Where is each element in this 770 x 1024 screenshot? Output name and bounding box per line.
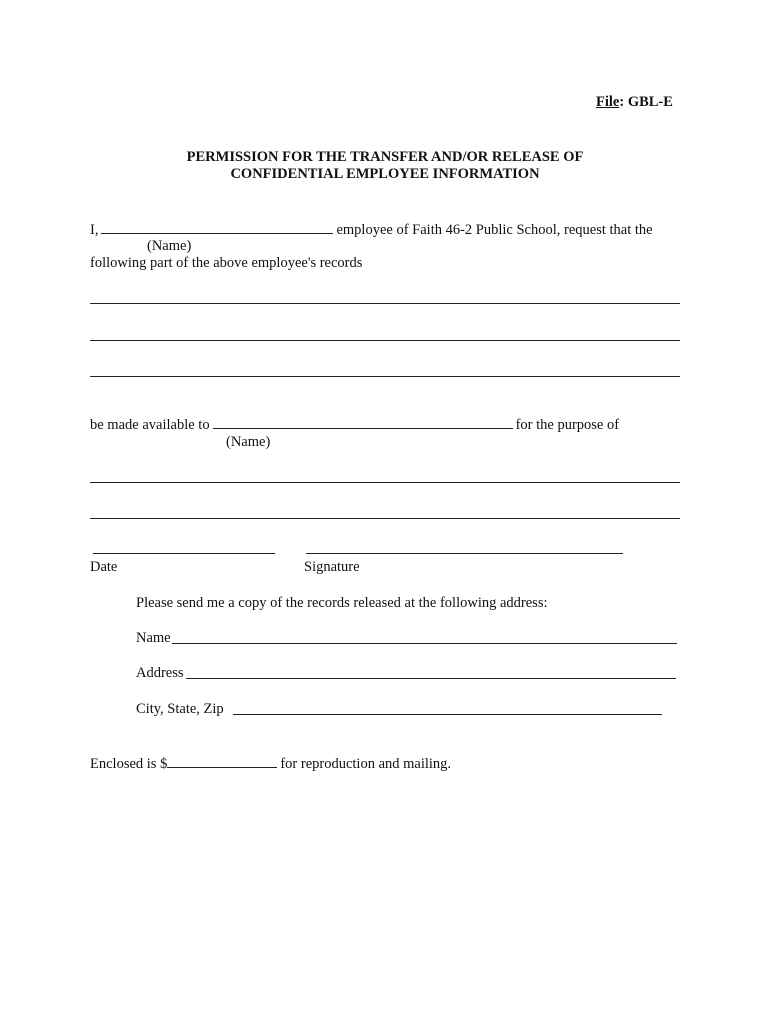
date-field[interactable]: [93, 553, 275, 554]
enclosed-amount-field[interactable]: [167, 754, 277, 768]
enclosed-line: [90, 754, 451, 773]
form-title-line-2: CONFIDENTIAL EMPLOYEE INFORMATION: [230, 166, 540, 182]
records-line: following part of the above employee's records: [90, 255, 363, 271]
form-title-line-1: PERMISSION FOR THE TRANSFER AND/OR RELEASE OF: [186, 149, 584, 165]
recipient-name-caption: (Name): [226, 434, 271, 450]
release-suffix: for the purpose of: [515, 417, 620, 433]
records-field-line-3[interactable]: [90, 376, 680, 377]
request-suffix: employee of Faith 46-2 Public School, request that the: [336, 222, 653, 238]
release-line: [90, 415, 619, 434]
purpose-field-line-2[interactable]: [90, 518, 680, 519]
mail-name-label: Name: [136, 630, 171, 646]
signature-label: Signature: [304, 559, 360, 575]
file-code: : GBL-E: [619, 94, 673, 110]
signature-field[interactable]: [306, 553, 623, 554]
release-prefix: be made available to: [90, 417, 210, 433]
records-field-line-1[interactable]: [90, 303, 680, 304]
mail-city-field[interactable]: [233, 714, 662, 715]
file-label: File: [596, 94, 620, 110]
copy-request-intro: Please send me a copy of the records released at the following address:: [136, 595, 548, 611]
enclosed-prefix: Enclosed is $: [90, 756, 168, 772]
mail-city-label: City, State, Zip: [136, 701, 224, 717]
recipient-name-field[interactable]: [213, 415, 513, 429]
employee-name-field[interactable]: [101, 220, 333, 234]
purpose-field-line-1[interactable]: [90, 482, 680, 483]
mail-address-label: Address: [136, 665, 184, 681]
mail-address-field[interactable]: [186, 678, 676, 679]
date-label: Date: [90, 559, 118, 575]
mail-name-field[interactable]: [172, 643, 677, 644]
enclosed-suffix: for reproduction and mailing.: [280, 756, 452, 772]
file-reference: [596, 93, 673, 111]
records-field-line-2[interactable]: [90, 340, 680, 341]
request-prefix: I,: [90, 222, 99, 238]
employee-name-caption: (Name): [147, 238, 192, 254]
